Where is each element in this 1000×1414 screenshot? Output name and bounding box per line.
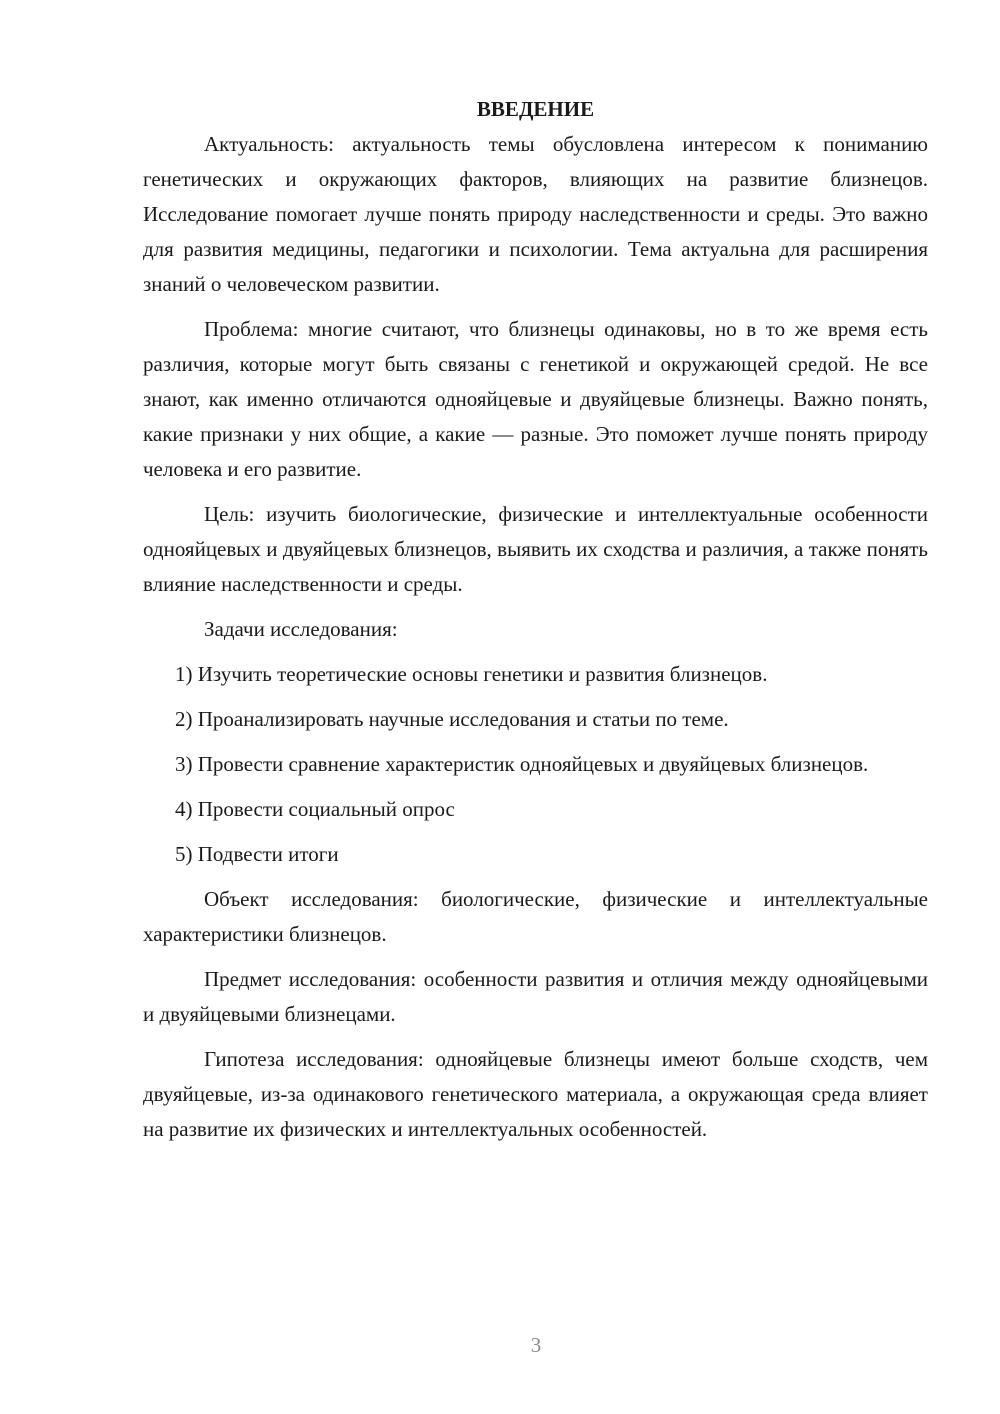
paragraph-hypothesis: Гипотеза исследования: однояйцевые близнецы имеют больше сходств, чем двуяйцевые, из-за одинакового генетического материала, а окружающая среда влияет на развитие их физических и интеллектуальных особенностей. [143, 1047, 928, 1141]
list-item: 1) Изучить теоретические основы генетики и развития близнецов. [175, 662, 768, 686]
paragraph-relevance: Актуальность: актуальность темы обусловлена интересом к пониманию генетических и окружающих факторов, влияющих на развитие близнецов. Исследование помогает лучше понять природу наследственности и среды. Это важно для развития медицины, педагогики и психологии. Тема актуальна для расширения знаний о человеческом развитии. [143, 132, 928, 296]
page-number: 3 [530, 1333, 542, 1357]
paragraph-goal: Цель: изучить биологические, физические и интеллектуальные особенности однояйцевых и двуяйцевых близнецов, выявить их сходства и различия, а также понять влияние наследственности и среды. [143, 502, 928, 596]
page-title: ВВЕДЕНИЕ [476, 97, 595, 121]
paragraph-problem: Проблема: многие считают, что близнецы одинаковы, но в то же время есть различия, которые могут быть связаны с генетикой и окружающей средой. Не все знают, как именно отличаются однояйцевые и двуяйцевые близнецы. Важно понять, какие признаки у них общие, а какие — разные. Это поможет лучше понять природу человека и его развитие. [143, 317, 928, 481]
list-item: 4) Провести социальный опрос [175, 797, 455, 821]
list-item: 2) Проанализировать научные исследования и статьи по теме. [175, 707, 729, 731]
document-page [143, 92, 928, 1157]
tasks-list [143, 657, 928, 872]
list-item: 5) Подвести итоги [175, 842, 339, 866]
paragraph-object: Объект исследования: биологические, физические и интеллектуальные характеристики близнецов. [143, 887, 928, 946]
tasks-heading: Задачи исследования: [204, 617, 398, 641]
list-item: 3) Провести сравнение характеристик однояйцевых и двуяйцевых близнецов. [175, 752, 869, 776]
paragraph-subject: Предмет исследования: особенности развития и отличия между однояйцевыми и двуяйцевыми близнецами. [143, 967, 928, 1026]
